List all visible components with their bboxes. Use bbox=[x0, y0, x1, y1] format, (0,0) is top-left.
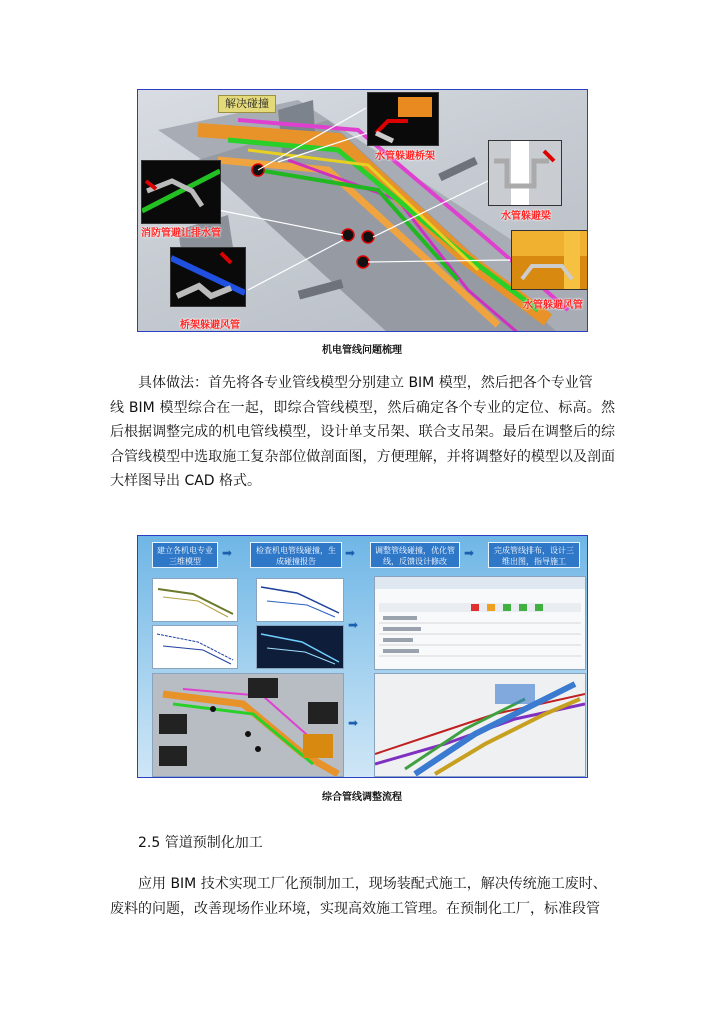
label-fire-avoid-drain: 消防管避让排水管 bbox=[141, 228, 221, 239]
flow-arrow-icon: ➡ bbox=[348, 618, 359, 632]
label-water-avoid-duct: 水管躲避风管 bbox=[523, 300, 583, 311]
label-water-avoid-beam: 水管躲避梁 bbox=[501, 211, 551, 222]
flow-arrow-icon: ➡ bbox=[464, 546, 475, 560]
collision-report-table bbox=[379, 603, 581, 665]
model-thumb-3 bbox=[152, 625, 238, 669]
thumb-fire-pipe bbox=[141, 160, 221, 224]
flow-step-3: 调整管线碰撞，优化管线，反馈设计修改 bbox=[370, 542, 460, 568]
flow-step-1: 建立各机电专业三维模型 bbox=[152, 542, 218, 568]
prefab-paragraph bbox=[110, 872, 615, 921]
flow-step-4: 完成管线排布，设计三维出图，指导施工 bbox=[488, 542, 580, 568]
model-thumb-4 bbox=[256, 625, 344, 669]
collision-mini-render bbox=[152, 673, 344, 777]
method-paragraph-body: 线 BIM 模型综合在一起，即综合管线模型，然后确定各个专业的定位、标高。然后根据调整完成的机电管线模型，设计单支吊架、联合支吊架。最后在调整后的综合管线模型中选取施工复杂部位做剖面图，方便理解，并将调整好的模型以及剖面大样图导出 CAD 格式。 bbox=[110, 399, 615, 489]
label-tray-avoid-duct: 桥架躲避风管 bbox=[180, 320, 240, 331]
flow-arrow-icon: ➡ bbox=[348, 716, 359, 730]
pipeline-adjust-flow-figure bbox=[137, 535, 588, 778]
collision-report-window bbox=[374, 576, 586, 670]
section-heading: 2.5 管道预制化加工 bbox=[138, 835, 263, 851]
resolve-collision-tag: 解决碰撞 bbox=[218, 95, 276, 113]
method-paragraph bbox=[110, 371, 615, 494]
adjusted-model-render bbox=[374, 673, 586, 777]
label-water-avoid-tray: 水管躲避桥架 bbox=[375, 151, 435, 162]
prefab-paragraph-body: 废料的问题，改善现场作业环境，实现高效施工管理。在预制化工厂，标准段管 bbox=[110, 900, 600, 917]
thumb-water-duct bbox=[511, 230, 588, 290]
report-window-titlebar bbox=[375, 577, 585, 589]
model-thumb-2 bbox=[256, 578, 344, 622]
flow-arrow-icon: ➡ bbox=[345, 546, 356, 560]
flow-step-2: 检查机电管线碰撞，生成碰撞报告 bbox=[250, 542, 342, 568]
thumb-tray-duct bbox=[170, 247, 246, 307]
figure1-caption: 机电管线问题梳理 bbox=[322, 345, 402, 356]
flow-arrow-icon: ➡ bbox=[222, 546, 233, 560]
prefab-paragraph-line1: 应用 BIM 技术实现工厂化预制加工，现场装配式施工，解决传统施工废时、 bbox=[138, 876, 607, 892]
figure2-caption: 综合管线调整流程 bbox=[322, 792, 402, 803]
method-paragraph-line1: 具体做法：首先将各专业管线模型分别建立 BIM 模型，然后把各个专业管 bbox=[138, 375, 593, 391]
thumb-water-beam bbox=[488, 140, 562, 206]
thumb-water-tray bbox=[367, 92, 439, 146]
bim-collision-figure bbox=[137, 89, 588, 332]
model-thumb-1 bbox=[152, 578, 238, 622]
